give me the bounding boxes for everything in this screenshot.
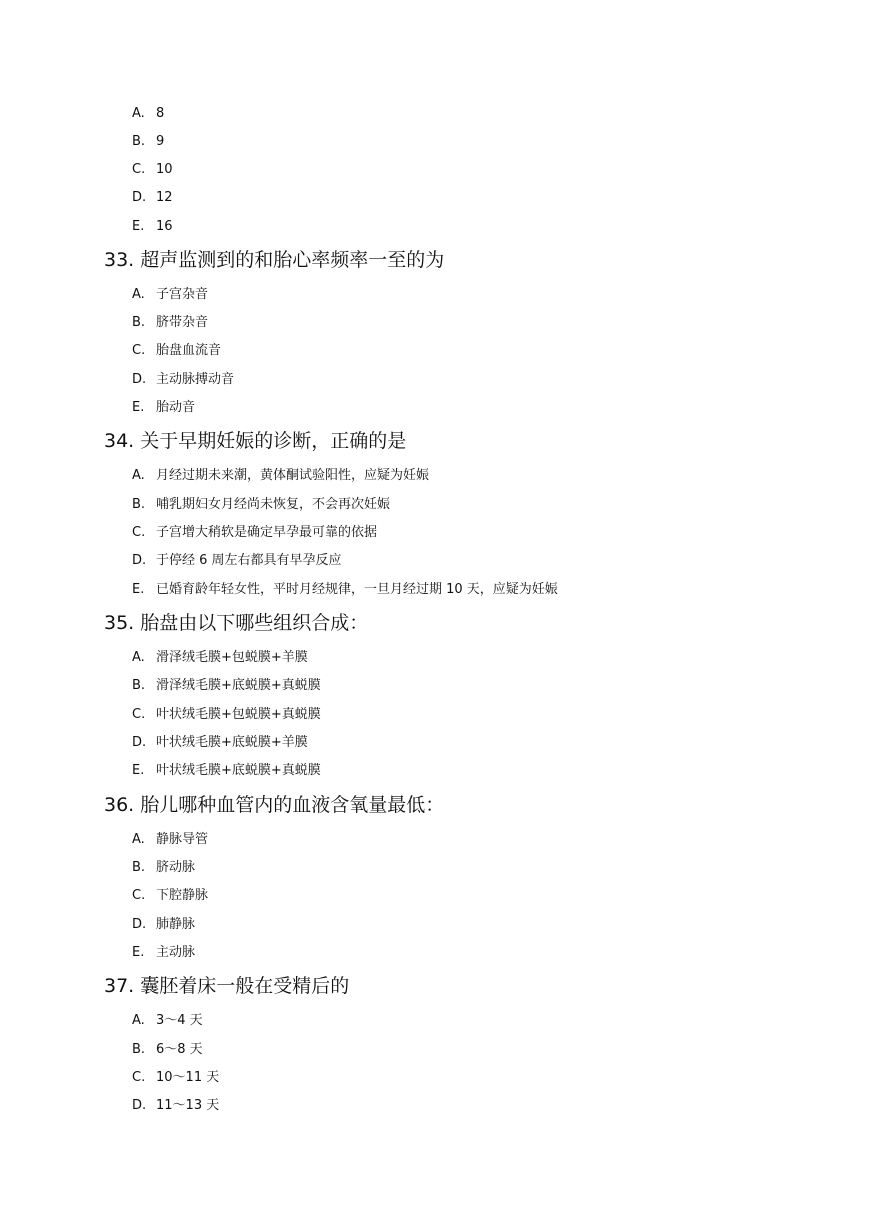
option-text: 叶状绒毛膜+底蜕膜+羊膜: [156, 735, 308, 750]
question-title: 34. 关于早期妊娠的诊断，正确的是: [104, 430, 407, 452]
option-letter: D.: [132, 1098, 147, 1113]
option-item: [132, 761, 321, 781]
option-letter: B.: [132, 315, 146, 330]
option-item: [132, 1040, 203, 1060]
option-item: [132, 285, 208, 305]
option-item: [132, 1096, 219, 1116]
option-text: 脐带杂音: [156, 315, 209, 330]
option-text: 于停经 6 周左右都具有早孕反应: [156, 553, 342, 568]
option-letter: D.: [132, 917, 147, 932]
option-letter: C.: [132, 525, 146, 540]
option-text: 11～13 天: [156, 1098, 220, 1113]
option-item: [132, 705, 321, 725]
option-item: [132, 886, 208, 906]
option-text: 10～11 天: [156, 1070, 220, 1085]
option-text: 静脉导管: [156, 832, 209, 847]
option-letter: B.: [132, 1042, 146, 1057]
option-letter: A.: [132, 287, 145, 302]
option-letter: D.: [132, 372, 147, 387]
option-text: 已婚育龄年轻女性，平时月经规律，一旦月经过期 10 天，应疑为妊娠: [156, 582, 558, 597]
option-text: 滑泽绒毛膜+底蜕膜+真蜕膜: [156, 678, 321, 693]
option-text: 叶状绒毛膜+底蜕膜+真蜕膜: [156, 763, 321, 778]
option-item: [132, 104, 164, 124]
option-text: 月经过期未来潮，黄体酮试验阳性，应疑为妊娠: [156, 468, 430, 483]
option-text: 12: [156, 190, 173, 205]
option-letter: A.: [132, 468, 145, 483]
option-item: [132, 523, 377, 543]
option-letter: D.: [132, 735, 147, 750]
option-text: 3～4 天: [156, 1013, 203, 1028]
option-text: 叶状绒毛膜+包蜕膜+真蜕膜: [156, 707, 321, 722]
option-text: 胎动音: [156, 400, 196, 415]
question-title: 33. 超声监测到的和胎心率频率一至的为: [104, 249, 445, 271]
option-text: 主动脉搏动音: [156, 372, 235, 387]
option-item: [132, 1011, 203, 1031]
option-text: 6～8 天: [156, 1042, 203, 1057]
option-text: 胎盘血流音: [156, 343, 222, 358]
option-letter: A.: [132, 1013, 145, 1028]
option-letter: E.: [132, 763, 145, 778]
option-letter: E.: [132, 945, 145, 960]
question-title: 36. 胎儿哪种血管内的血液含氧量最低：: [104, 794, 445, 816]
option-item: [132, 943, 195, 963]
option-item: [132, 733, 308, 753]
option-item: [132, 648, 308, 668]
option-text: 子宫增大稍软是确定早孕最可靠的依据: [156, 525, 378, 540]
option-item: [132, 1068, 219, 1088]
option-letter: C.: [132, 888, 146, 903]
option-item: [132, 676, 321, 696]
option-letter: B.: [132, 678, 146, 693]
option-item: [132, 188, 173, 208]
option-letter: E.: [132, 219, 145, 234]
option-item: [132, 495, 390, 515]
option-item: [132, 370, 234, 390]
option-item: [132, 132, 164, 152]
option-letter: B.: [132, 860, 146, 875]
option-text: 子宫杂音: [156, 287, 209, 302]
option-text: 9: [156, 134, 165, 149]
option-letter: C.: [132, 343, 146, 358]
option-letter: A.: [132, 832, 145, 847]
option-item: [132, 398, 195, 418]
option-item: [132, 915, 195, 935]
option-item: [132, 830, 208, 850]
option-item: [132, 551, 342, 571]
option-letter: E.: [132, 582, 145, 597]
option-letter: D.: [132, 553, 147, 568]
option-text: 主动脉: [156, 945, 196, 960]
option-text: 16: [156, 219, 173, 234]
option-item: [132, 313, 208, 333]
option-letter: A.: [132, 106, 145, 121]
option-text: 脐动脉: [156, 860, 196, 875]
question-title: 35. 胎盘由以下哪些组织合成：: [104, 612, 369, 634]
option-letter: C.: [132, 162, 146, 177]
option-letter: E.: [132, 400, 145, 415]
option-item: [132, 466, 429, 486]
option-text: 8: [156, 106, 165, 121]
option-letter: B.: [132, 497, 146, 512]
option-letter: B.: [132, 134, 146, 149]
option-item: [132, 858, 195, 878]
option-item: [132, 580, 558, 600]
option-item: [132, 160, 173, 180]
option-text: 肺静脉: [156, 917, 196, 932]
option-text: 10: [156, 162, 173, 177]
option-letter: C.: [132, 1070, 146, 1085]
option-text: 滑泽绒毛膜+包蜕膜+羊膜: [156, 650, 308, 665]
question-title: 37. 囊胚着床一般在受精后的: [104, 975, 350, 997]
option-letter: D.: [132, 190, 147, 205]
option-text: 下腔静脉: [156, 888, 209, 903]
option-letter: A.: [132, 650, 145, 665]
option-text: 哺乳期妇女月经尚未恢复，不会再次妊娠: [156, 497, 391, 512]
option-item: [132, 217, 173, 237]
option-letter: C.: [132, 707, 146, 722]
option-item: [132, 341, 221, 361]
